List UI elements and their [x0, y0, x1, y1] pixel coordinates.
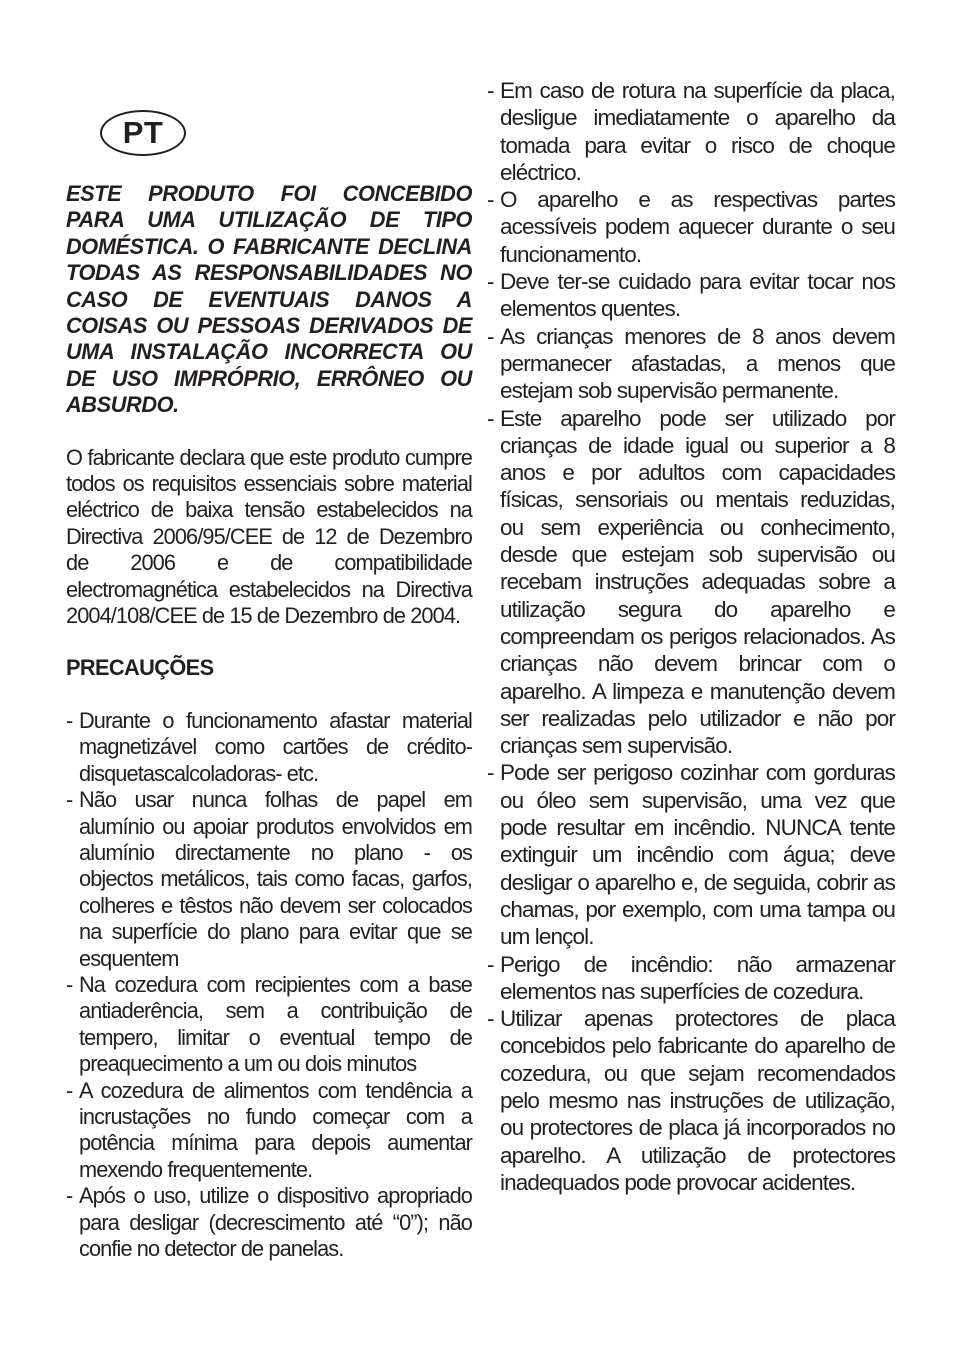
list-item-text: O aparelho e as respectivas partes acessíveis podem aquecer durante o seu funcionamento. [500, 187, 895, 267]
list-item [487, 186, 895, 268]
language-badge-label: PT [122, 115, 164, 150]
bullet-dash: - [487, 323, 494, 349]
list-item [66, 972, 472, 1078]
list-item [66, 1078, 472, 1184]
list-item-text: A cozedura de alimentos com tendência a incrustações no fundo começar com a potência mínima para depois aumentar mexendo frequentemente. [79, 1077, 472, 1182]
bullet-dash: - [487, 187, 494, 213]
bullet-dash: - [487, 405, 494, 431]
list-item [66, 787, 472, 972]
list-item [487, 268, 895, 323]
left-column [66, 181, 472, 1262]
list-item [487, 1005, 895, 1196]
language-badge [100, 110, 186, 156]
list-item-text: Durante o funcionamento afastar material magnetizável como cartões de crédito-disquetascalcoladoras- etc. [79, 707, 472, 786]
bullet-dash: - [66, 787, 73, 813]
list-item [487, 759, 895, 950]
bullet-dash: - [487, 78, 494, 103]
list-item-text: Perigo de incêndio: não armazenar elementos nas superfícies de cozedura. [500, 951, 895, 1004]
list-item-text: Utilizar apenas protectores de placa concebidos pelo fabricante do aparelho de cozedura, ou que sejam recomendados pelo mesmo nas instruções de utilização, ou protectores de placa já incorporados no aparelho. A utilização de protectores inadequados pode provocar acidentes. [500, 1006, 895, 1195]
list-item-text: Pode ser perigoso cozinhar com gorduras ou óleo sem supervisão, uma vez que pode resultar em incêndio. NUNCA tente extinguir um incêndio com água; deve desligar o aparelho e, de seguida, cobrir as chamas, por exemplo, com uma tampa ou um lençol. [500, 760, 895, 950]
list-item-text: As crianças menores de 8 anos devem permanecer afastadas, a menos que estejam sob supervisão permanente. [500, 323, 895, 404]
list-item-text: Na cozedura com recipientes com a base antiaderência, sem a contribuição de tempero, limitar o eventual tempo de preaquecimento a um ou dois minutos [79, 971, 472, 1077]
bullet-dash: - [66, 1077, 73, 1103]
bullet-dash: - [487, 951, 494, 977]
list-item-text: Este aparelho pode ser utilizado por crianças de idade igual ou superior a 8 anos e por adultos com capacidades físicas, sensoriais ou mentais reduzidas, ou sem experiência ou conhecimento, desde que estejam sob supervisão ou recebam instruções adequadas sobre a utilização segura do aparelho e compreendam os perigos relacionados. As crianças não devem brincar com o aparelho. A limpeza e manutenção devem ser realizadas pelo utilizador e não por crianças sem supervisão. [500, 405, 895, 759]
bullet-dash: - [487, 269, 494, 295]
bullet-dash: - [487, 760, 494, 786]
list-item-text: Deve ter-se cuidado para evitar tocar nos elementos quentes. [500, 269, 895, 322]
list-item [66, 708, 472, 787]
bullet-dash: - [66, 971, 73, 997]
right-column [487, 77, 895, 1196]
list-item-text: Após o uso, utilize o dispositivo apropriado para desligar (decrescimento até “0”); não confie no detector de panelas. [79, 1183, 472, 1262]
bullet-dash: - [487, 1006, 494, 1032]
list-item [66, 1183, 472, 1262]
list-item [487, 77, 895, 186]
disclaimer-text: ESTE PRODUTO FOI CONCEBIDO PARA UMA UTILIZAÇÃO DE TIPO DOMÉSTICA. O FABRICANTE DECLINA TODAS AS RESPONSABILIDADES NO CASO DE EVENTUAIS DANOS A COISAS OU PESSOAS DERIVADOS DE UMA INSTALAÇÃO INCORRECTA OU DE USO IMPRÓPRIO, ERRÔNEO OU ABSURDO. [66, 181, 472, 418]
list-item [487, 405, 895, 760]
list-item-text: Não usar nunca folhas de papel em alumínio ou apoiar produtos envolvidos em alumínio directamente no plano - os objectos metálicos, tais como facas, garfos, colheres e têstos não devem ser colocados na superfície do plano para evitar que se esquentem [79, 787, 472, 971]
bullet-dash: - [66, 707, 73, 733]
list-item-text: Em caso de rotura na superfície da placa, desligue imediatamente o aparelho da tomada para evitar o risco de choque eléctrico. [500, 78, 895, 185]
precautions-list-right [487, 77, 895, 1196]
declaration-text: O fabricante declara que este produto cumpre todos os requisitos essenciais sobre material eléctrico de baixa tensão estabelecidos na Directiva 2006/95/CEE de 12 de Dezembro de 2006 e de compatibilidade electromagnética estabelecidos na Directiva 2004/108/CEE de 15 de Dezembro de 2004. [66, 444, 472, 629]
precautions-list-left [66, 708, 472, 1263]
list-item [487, 951, 895, 1006]
bullet-dash: - [66, 1183, 73, 1209]
list-item [487, 323, 895, 405]
section-title-precautions: PRECAUÇÕES [66, 654, 214, 680]
